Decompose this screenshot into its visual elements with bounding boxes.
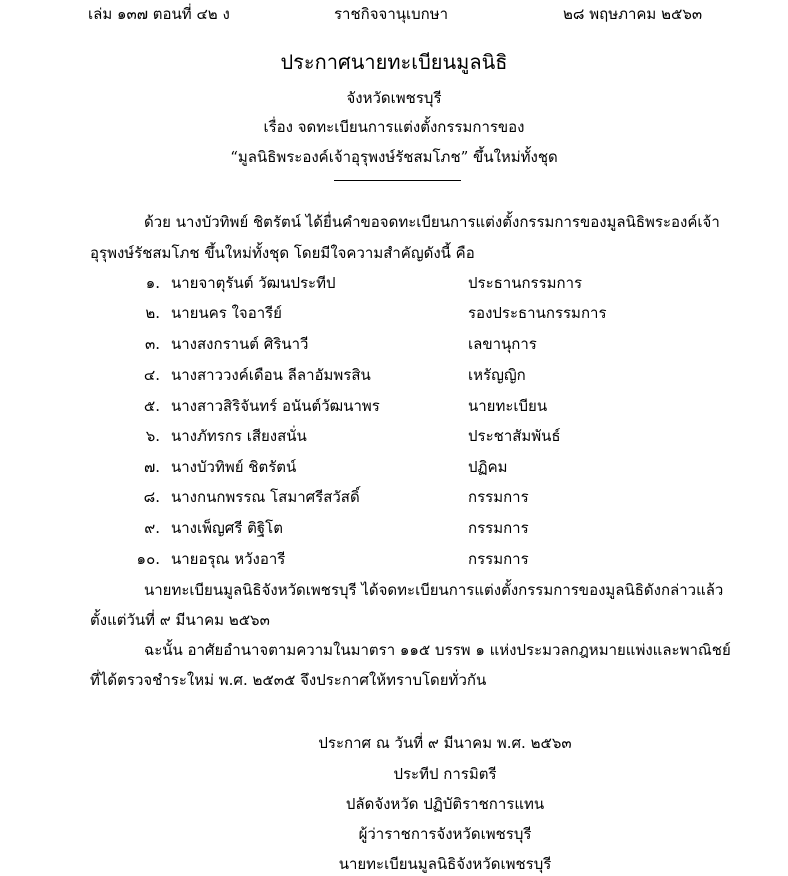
signatory-title-3: นายทะเบียนมูลนิธิจังหวัดเพชรบุรี <box>338 855 552 873</box>
committee-name: นางกนกพรรณ โสมาศรีสวัสดิ์ <box>171 488 360 506</box>
committee-position: กรรมการ <box>468 519 529 537</box>
legal-line1: ฉะนั้น อาศัยอำนาจตามความในมาตรา ๑๑๕ บรรพ ๑ แห่งประมวลกฎหมายแพ่งและพาณิชย์ <box>144 641 731 659</box>
committee-name: นางบัวทิพย์ ชิตรัตน์ <box>171 458 297 476</box>
intro-line2: อุรุพงษ์รัชสมโภช ขึ้นใหม่ทั้งชุด โดยมีใจความสำคัญดังนี้ คือ <box>90 244 475 262</box>
committee-name: นางภัทรกร เสียงสนั่น <box>171 427 307 445</box>
committee-name: นางสงกรานต์ ศิรินาวี <box>171 335 309 353</box>
committee-name: นางสาววงค์เดือน ลีลาอัมพรสิน <box>171 366 371 384</box>
gazette-volume: เล่ม ๑๓๗ ตอนที่ ๔๒ ง <box>88 5 230 23</box>
committee-number: ๔. <box>143 366 160 384</box>
committee-number: ๕. <box>143 397 160 415</box>
signatory-title-2: ผู้ว่าราชการจังหวัดเพชรบุรี <box>358 825 532 843</box>
committee-position: ประธานกรรมการ <box>468 274 583 292</box>
gazette-date: ๒๘ พฤษภาคม ๒๕๖๓ <box>563 5 703 23</box>
registration-line1: นายทะเบียนมูลนิธิจังหวัดเพชรบุรี ได้จดทะเบียนการแต่งตั้งกรรมการของมูลนิธิดังกล่าวแล้ว <box>144 581 724 599</box>
intro-line1: ด้วย นางบัวทิพย์ ชิตรัตน์ ได้ยื่นคำขอจดทะเบียนการแต่งตั้งกรรมการของมูลนิธิพระองค์เจ้า <box>144 213 720 231</box>
legal-line2: ที่ได้ตรวจชำระใหม่ พ.ศ. ๒๕๓๕ จึงประกาศให้ทราบโดยทั่วกัน <box>90 671 487 689</box>
gazette-publication: ราชกิจจานุเบกษา <box>334 5 449 23</box>
committee-number: ๒. <box>145 304 160 322</box>
committee-position: ปฏิคม <box>468 458 508 476</box>
committee-position: กรรมการ <box>468 550 529 568</box>
committee-position: เหรัญญิก <box>468 366 526 384</box>
committee-number: ๖. <box>145 427 160 445</box>
committee-name: นางเพ็ญศรี ติฐิโต <box>171 519 283 537</box>
committee-position: รองประธานกรรมการ <box>468 304 607 322</box>
committee-name: นางสาวสิริจันทร์ อนันต์วัฒนาพร <box>171 397 380 415</box>
signatory-title-1: ปลัดจังหวัด ปฏิบัติราชการแทน <box>345 795 545 813</box>
committee-number: ๗. <box>143 458 160 476</box>
committee-number: ๘. <box>143 488 160 506</box>
announcement-subject-line1: เรื่อง จดทะเบียนการแต่งตั้งกรรมการของ <box>263 118 525 136</box>
committee-name: นายนคร ใจอารีย์ <box>171 304 282 322</box>
title-divider <box>334 180 461 181</box>
signatory-name: ประทีป การมิตรี <box>393 765 497 783</box>
announcement-subject-line2: “มูลนิธิพระองค์เจ้าอุรุพงษ์รัชสมโภช” ขึ้นใหม่ทั้งชุด <box>230 148 558 166</box>
committee-number: ๙. <box>144 519 160 537</box>
committee-position: ประชาสัมพันธ์ <box>468 427 561 445</box>
committee-number: ๑. <box>145 274 160 292</box>
announcement-province: จังหวัดเพชรบุรี <box>346 89 442 107</box>
committee-number: ๑๐. <box>136 550 160 568</box>
committee-position: นายทะเบียน <box>468 397 548 415</box>
committee-position: เลขานุการ <box>468 335 537 353</box>
signature-date: ประกาศ ณ วันที่ ๙ มีนาคม พ.ศ. ๒๕๖๓ <box>318 734 572 752</box>
committee-position: กรรมการ <box>468 488 529 506</box>
announcement-title: ประกาศนายทะเบียนมูลนิธิ <box>280 50 508 74</box>
committee-name: นายอรุณ หวังอารี <box>171 550 286 568</box>
committee-name: นายจาตุรันต์ วัฒนประทีป <box>171 274 336 292</box>
committee-number: ๓. <box>144 335 160 353</box>
registration-line2: ตั้งแต่วันที่ ๙ มีนาคม ๒๕๖๓ <box>90 611 270 629</box>
